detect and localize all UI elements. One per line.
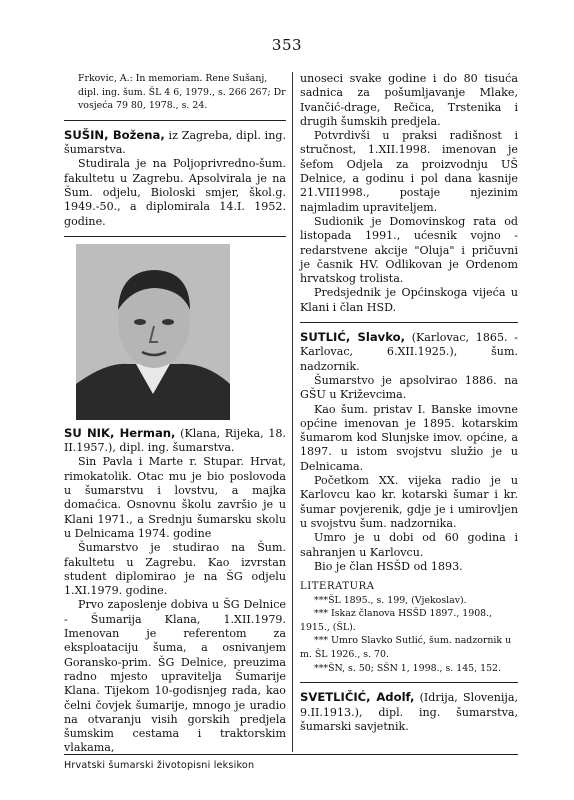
entry-name: SUTLIĆ, Slavko, <box>300 330 405 345</box>
column-divider <box>292 72 293 752</box>
literatura-item: ***ŠN, s. 50; SŠN 1, 1998., s. 145, 152. <box>314 662 501 674</box>
entry-paragraph: Šumarstvo je studirao na Šum. fakultetu u Zagrebu. Kao izvrstan student diplomirao je na ŠG odjelu 1.XI.1979. godine. <box>64 541 286 598</box>
entry-paragraph: Predsjednik je Općinskoga vijeća u Klani i član HSD. <box>300 286 518 314</box>
entry-paragraph: Početkom XX. vijeka radio je u Karlovcu kao kr. kotarski šumar i kr. šumar povjerenik, gdje je i umirovljen u svojstvu šum. nadzornika. <box>300 474 518 530</box>
entry-paragraph: Šumarstvo je apsolvirao 1886. na GŠU u Križevcima. <box>300 373 518 402</box>
entry-separator <box>64 236 286 237</box>
entry-paragraph: Prvo zaposlenje dobiva u ŠG Delnice - Šumarija Klana, 1.XII.1979. Imenovan je referentom za eksploataciju šuma, a osnivanjem Goransko-prim. ŠG Delnice, preuzima radno mjesto upravitelja Šumarije Klana. Tijekom 10-godisnjeg rada, kao čelni čovjek šumarije, mnogo je uradio na otvaranju visih gorskih predjela šumskim cestama i traktorskim vlakama, <box>64 598 286 755</box>
entry-paragraph: Studirala je na Poljoprivredno-šum. fakultetu u Zagrebu. Apsolvirala je na Šum. odjelu, Bioloski smjer, škol.g. 1949.-50., a diplomirala 14.I. 1952. godine. <box>64 157 286 228</box>
left-column <box>64 72 286 756</box>
entry-heading-susin: SUŠIN, Božena, iz Zagreba, dipl. ing. šumarstva. <box>64 127 287 157</box>
entry-heading-susnik: SU NIK, Herman, (Klana, Rijeka, 18. II.1957.), dipl. ing. šumarstva. <box>64 425 286 455</box>
entry-name: SU NIK, Herman, <box>64 425 176 440</box>
entry-paragraph: Kao šum. pristav I. Banske imovne općine imenovan je 1895. kotarskim šumarom kod Slunjske imov. općine, a 1897. u istom svojstvu služio je u Delnicama. <box>300 402 518 473</box>
entry-paragraph: unoseci svake godine i do 80 tisuća sadnica za pošumljavanje Mlake, Ivančić-drage, Rečica, Trstenika i drugih šumskih predjela. <box>300 72 518 128</box>
footer-rule <box>64 754 518 755</box>
entry-heading-sutlic: SUTLIĆ, Slavko, (Karlovac, 1865. - Karlovac, 6.XII.1925.), šum. nadzornik. <box>300 330 519 373</box>
entry-paragraph: Potvrdivši u praksi radišnost i stručnost, 1.XII.1998. imenovan je šefom Odjela za proizvodnju UŠ Delnice, a godinu i pol dana kasnije 21.VII1998., postaje njezinim najmladim upraviteljem. <box>300 129 518 214</box>
intro-reference: Frkovic, A.: In memoriam. Rene Sušanj, dipl. ing. šum. ŠL 4 6, 1979., s. 266 267; Dr vosjeća 79 80, 1978., s. 24. <box>78 73 286 112</box>
right-column <box>300 72 518 734</box>
entry-separator <box>300 682 518 683</box>
entry-name: SVETLIČIĆ, Adolf, <box>300 690 415 705</box>
entry-paragraph: Umro je u dobi od 60 godina i sahranjen u Karlovcu. <box>300 531 518 559</box>
literatura-item: *** Iskaz članova HSŠD 1897., 1908., 1915., (ŠL). <box>300 608 493 633</box>
entry-separator <box>300 322 518 323</box>
literatura-item: *** Umro Slavko Sutlić, šum. nadzornik u m. ŠL 1926., s. 70. <box>300 635 512 661</box>
entry-paragraph: Bio je član HSŠD od 1893. <box>314 559 463 573</box>
entry-name: SUŠIN, Božena, <box>64 127 165 142</box>
entry-separator <box>64 120 286 121</box>
footer-text: Hrvatski šumarski životopisni leksikon <box>64 760 255 771</box>
literatura-item: ***ŠL 1895., s. 199, (Vjekoslav). <box>314 594 467 606</box>
page-number: 353 <box>271 36 303 54</box>
portrait-photo <box>76 244 230 420</box>
entry-paragraph: Sin Pavla i Marte r. Stupar. Hrvat, rimokatolik. Otac mu je bio poslovoda u šumarstvu i lovstvu, a majka domaćica. Osnovnu školu završio je u Klani 1971., a Srednju šumarsku skolu u Delnicama 1974. godine <box>64 455 286 540</box>
entry-paragraph: Sudionik je Domovinskog rata od listopada 1991., ućesnik vojno - redarstvene akcije "Oluja" i pričuvni je časnik HV. Odlikovan je Ordenom hrvatskog trolista. <box>300 214 518 286</box>
literatura-heading: LITERATURA <box>300 581 375 593</box>
entry-heading-svetlicic: SVETLIČIĆ, Adolf, (Idrija, Slovenija, 9.II.1913.), dipl. ing. šumarstva, šumarski savjetnik. <box>300 690 518 733</box>
